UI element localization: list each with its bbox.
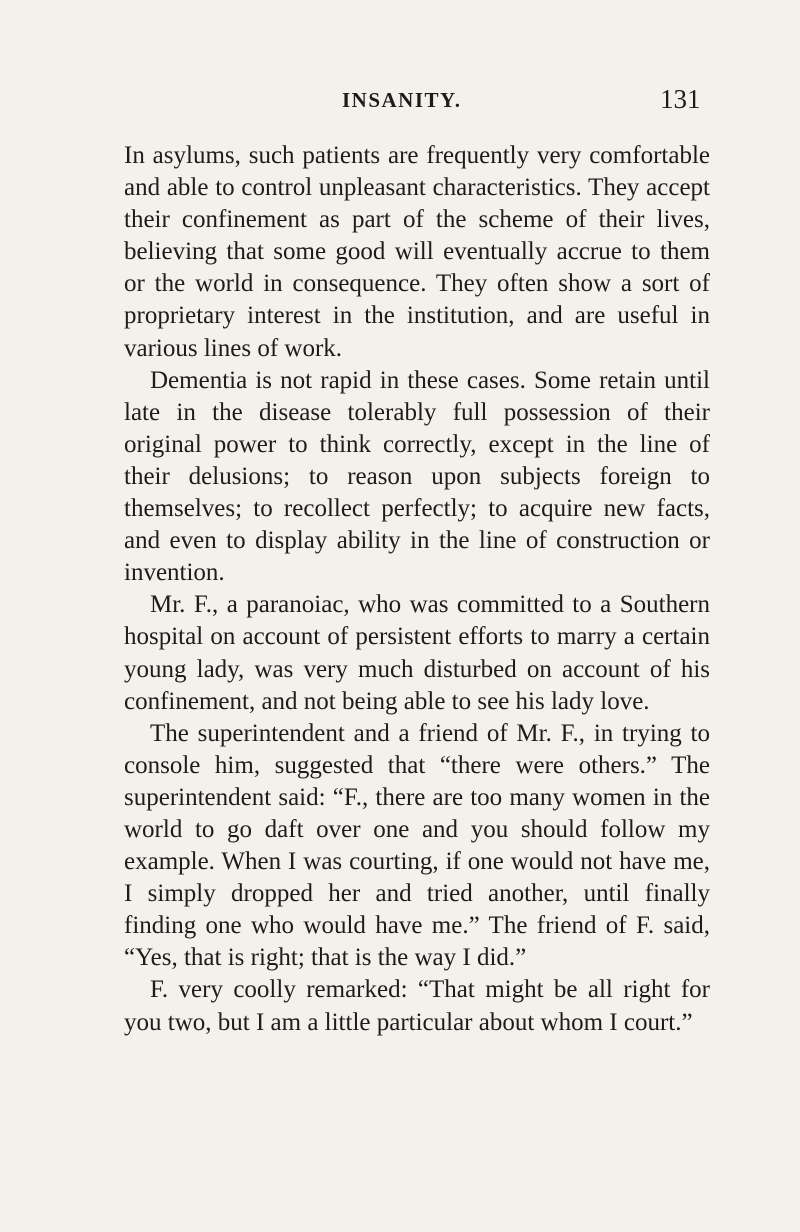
page-title: INSANITY.	[342, 88, 462, 112]
running-header	[0, 84, 800, 118]
paragraph: Dementia is not rapid in these cases. Some retain until late in the disease tolerably full possession of their original power to think correctly, except in the line of their delusions; to reason upon subjects foreign to themselves; to recollect perfectly; to acquire new facts, and even to display ability in the line of construction or invention.	[124, 366, 710, 587]
paragraph: In asylums, such patients are frequently very comfortable and able to control unpleasant characteristics. They accept their confinement as part of the scheme of their lives, believing that some good will eventually accrue to them or the world in consequence. They often show a sort of proprietary interest in the institution, and are useful in various lines of work.	[124, 142, 710, 362]
paragraph: F. very coolly remarked: “That might be all right for you two, but I am a little particular about whom I court.”	[124, 976, 710, 1036]
paragraph: Mr. F., a paranoiac, who was committed to a Southern hospital on account of persistent efforts to marry a certain young lady, was very much disturbed on account of his confinement, and not being able to see his lady love.	[124, 591, 710, 715]
body-text	[124, 140, 710, 1039]
paragraph: The superintendent and a friend of Mr. F., in trying to console him, suggested that “there were others.” The superintendent said: “F., there are too many women in the world to go daft over one and you should follow my example. When I was courting, if one would not have me, I simply dropped her and tried another, until finally finding one who would have me.” The friend of F. said, “Yes, that is right; that is the way I did.”	[124, 719, 710, 972]
page-number: 131	[660, 84, 701, 114]
